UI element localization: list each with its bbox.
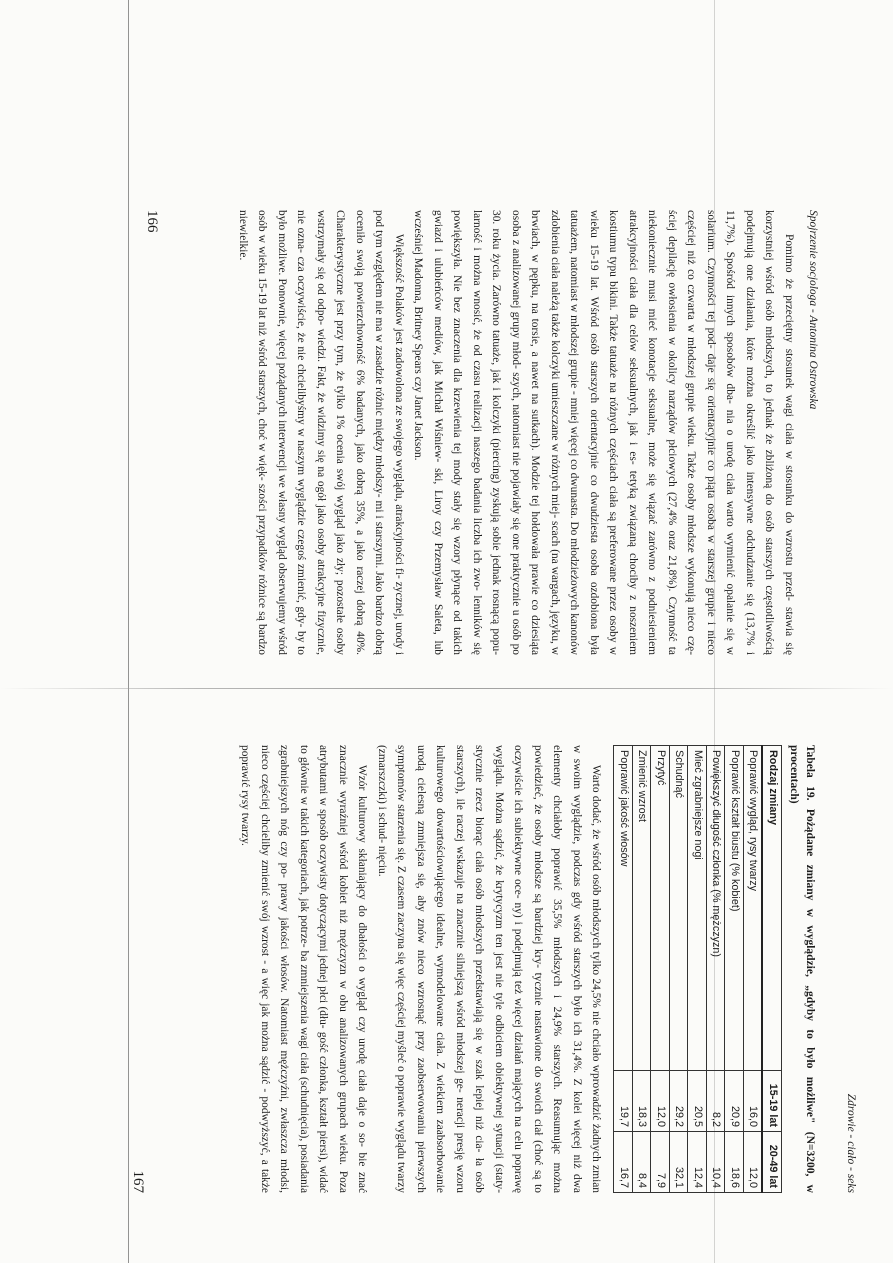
table-row: [633, 746, 652, 1193]
table-cell: 16,7: [614, 1132, 633, 1193]
table-cell: 32,1: [670, 1132, 689, 1193]
table-cell: 19,7: [614, 1071, 633, 1132]
left-page: [85, 210, 820, 655]
table-row: [688, 746, 707, 1193]
table-cell: Zmienić wzrost: [633, 746, 652, 1071]
table-cell: Przytyć: [651, 746, 670, 1071]
table-cell: 7,9: [651, 1132, 670, 1193]
table-cell: 18,6: [725, 1132, 744, 1193]
body-text: [233, 210, 799, 655]
table-cell: 12,4: [688, 1132, 707, 1193]
page-number: 167: [130, 1170, 146, 1193]
data-table: [614, 745, 783, 1193]
running-head: Spojrzenie socjologa - Antonina Ostrowska: [807, 210, 819, 410]
table-header-row: [763, 746, 782, 1193]
table-row: [670, 746, 689, 1193]
table-cell: Poprawić kształt biustu (% kobiet): [725, 746, 744, 1071]
table-cell: 10,4: [707, 1132, 726, 1193]
table-cell: Powiększyć długość członka (% mężczyzn): [707, 746, 726, 1071]
right-page: [113, 745, 858, 1193]
page-fold: [0, 688, 893, 689]
page-number: 166: [144, 210, 160, 233]
table-cell: 8,4: [633, 1132, 652, 1193]
table-cell: 29,2: [670, 1071, 689, 1132]
table-row: [725, 746, 744, 1193]
table-cell: Mieć zgrabniejsze nogi: [688, 746, 707, 1071]
table-cell: 18,3: [633, 1071, 652, 1132]
table-cell: Schudnąć: [670, 746, 689, 1071]
column-header: Rodzaj zmiany: [763, 746, 782, 1071]
table-cell: Poprawić wygląd, rysy twarzy: [744, 746, 763, 1071]
body-text: [235, 745, 818, 1193]
table-row: [744, 746, 763, 1193]
paragraph: Większość Polaków jest zadowolona ze swojego wyglądu, atrakcyjności fi- zycznej, urody i pod tym względem nie ma w zasadzie różnic między młodszy- mi i starszymi. Jako bardzo dobrą oceniło swoją powierzchowność 6% badanych, jako dobrą 35%, a jako raczej dobrą 40%. Charakterystyczne jest przy tym, że tylko 1% ocenia swój wygląd jako zły; pozostałe osoby wstrzymały się od odpo- wiedzi. Fakt, że widzimy się na ogół jako osoby atrakcyjne fizycznie, nie ozna- cza oczywiście, że nie chcielibyśmy w naszym wyglądzie czegoś zmienić, gdy- by to było możliwe. Ponownie, więcej pożądanych interwencji we własny wygląd obserwujemy wśród osób w wieku 15-19 lat niż wśród starszych, choć w więk- szości przypadków różnice są bardzo niewielkie.: [237, 210, 405, 655]
paragraph: Warto dodać, że wśród osób młodszych tylko 24,5% nie chciało wprowadzić żadnych zmian w swoim wyglądzie, podczas gdy wśród starszych było ich 31,4%. Z kolei więcej niż dwa elementy chciałoby poprawić 35,5% młodszych i 24,9% starszych. Reasumując można powiedzieć, że osoby młodsze są bardziej kry- tycznie nastawione do swoich ciał (choć są to oczywiście ich subiektywne oce- ny) i podejmują też więcej działań mających na celu poprawę wyglądu. Można sądzić, że krytycyzm ten jest nie tyle odbiciem obiektywnej sytuacji (staty- stycznie rzecz biorąc ciała osób młodszych przedstawiają się w szak lepiej niż cia- ła osób starszych), ile raczej wskazuje na znacznie silniejszą wśród młodszej ge- neracji presję wzoru kulturowego dowartościowującego idealne, wymodelowane ciała. Z wiekiem zaabsorbowanie urodą cielesną zmniejsza się, aby znów nieco wzrosnąć przy zaobserwowaniu pierwszych symptomów starzenia się. Z czasem zaczyna się więc częściej myśleć o poprawie wyglądu twarzy (zmarszczki) i schud- nięciu.: [376, 745, 603, 1193]
column-header: 15-19 lat: [763, 1071, 782, 1132]
table-caption: Tabela 19. Pożądane zmiany w wyglądzie, „gdyby to było możliwe" (N=3200, w procentach): [788, 745, 816, 1193]
table-row: [651, 746, 670, 1193]
running-head: Zdrowie - ciało - seks: [845, 1093, 857, 1193]
table-cell: 20,9: [725, 1071, 744, 1132]
table-cell: 16,0: [744, 1071, 763, 1132]
table-row: [707, 746, 726, 1193]
table-cell: 12,0: [651, 1071, 670, 1132]
table-cell: Poprawić jakość włosów: [614, 746, 633, 1071]
paragraph: Wzór kulturowy skłaniający do dbałości o wygląd czy urodę ciała daje o so- bie znać znacznie wyraźniej wśród kobiet niż mężczyzn w obu analizowanych grupach wieku. Poza atrybutami w sposób oczywisty dotyczącymi jednej płci (dłu- gość członka, kształt piersi), widać to głównie w takich kategoriach, jak potrze- ba zmniejszenia wagi ciała (schudnięcia), posiadania zgrabniejszych nóg czy po- prawy jakości włosów. Natomiast mężczyźni, zwłaszcza młodsi, nieco częściej chcieliby zmienić swój wzrost - a więc jak można sądzić - podwyższyć, a także poprawić rysy twarzy.: [239, 745, 369, 1193]
table-row: [614, 746, 633, 1193]
column-header: 20-49 lat: [763, 1132, 782, 1193]
paragraph: Pomimo że przeciętny stosunek wagi ciała w stosunku do wzrostu przed- stawia się korzystniej wśród osób młodszych, to jednak że zbliżoną do osób starszych częstotliwością podejmują one działania, które można określić jako intensywne odchudzanie się (13,7% i 11,7%). Spośród innych sposobów dba- nia o urodę ciała warto wymienić opalanie się w solarium. Czynności tej pod- daje się orientacyjnie co piąta osoba w starszej grupie i nieco częściej niż co czwarta w młodszej grupie wieku. Także osoby młodsze wykonują nieco czę- ściej depilację owłosienia w okolicy narządów płciowych (27,4% oraz 21,8%). Czynność ta niekoniecznie musi mieć konotacje seksualne, może się wiązać zarówno z podniesieniem atrakcyjności ciała dla celów seksualnych, jak i es- tetyką związaną chociby z noszeniem kostiumu typu bikini. Także tatuaże na różnych częściach ciała są preferowane przez osoby w wieku 15-19 lat. Wśród osób starszych orientacyjnie co dwudziesta osoba ozdobiona była tatuażem, natomiast w młodszej grupie - mniej więcej co dwunasta. Do młodzieżowych kanonów zdobienia ciała należą także kolczyki umieszczane w różnych miej- scach (na wargach, języku, w brwiach, w pępku, na torsie, a nawet na sutkach). Modzie tej hołdowała prawie co dziesiąta osoba z analizowanej grupy młod- szych, natomiast nie pojawiały się one praktycznie u osób po 30. roku życia. Zarówno tatuaże, jak i kolczyki (piercing) zyskują sobie jednak rosnącą popu- larność i można wnosić, że od czasu realizacji naszego badania liczba ich zwo- lenników się powiększyła. Nie bez znaczenia dla krzewienia tej mody stały się wzory płynące od takich gwiazd i ulubieńców mediów, jak Michał Wiśniew- ski, Liroy czy Przemysław Saleta, lub wcześniej Madonna, Britney Spears czy Janet Jackson.: [412, 210, 795, 655]
table-cell: 20,5: [688, 1071, 707, 1132]
table-cell: 12,0: [744, 1132, 763, 1193]
table-cell: 8,2: [707, 1071, 726, 1132]
